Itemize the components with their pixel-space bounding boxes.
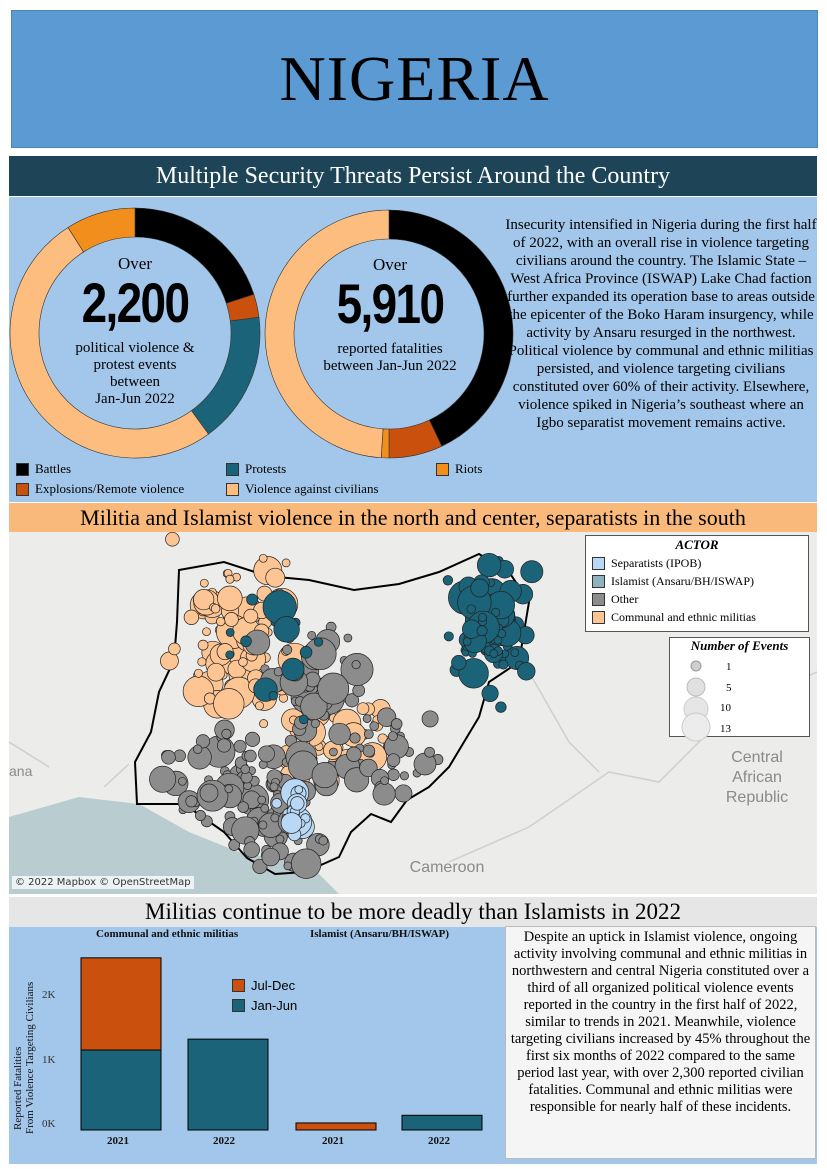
donut-events-caption-4: Jan-Jun 2022 [95, 391, 175, 407]
donut-events-caption-1: political violence & [75, 340, 195, 356]
actor-label-other: Other [611, 592, 639, 606]
bar-legend-swatch-jan-jun [232, 999, 245, 1012]
bar-jul-dec-0[interactable] [81, 958, 161, 1050]
donut-fatalities-caption-2: between Jan-Jun 2022 [323, 358, 457, 374]
donut-fatalities-over: Over [373, 255, 407, 274]
xtick-militias-2022: 2022 [213, 1135, 235, 1147]
bar-legend-jan-jun[interactable] [232, 998, 297, 1013]
legend-label-protests: Protests [245, 461, 287, 476]
map-label-car-1: Central [731, 749, 783, 766]
donut-fatalities-caption-1: reported fatalities [337, 341, 443, 357]
section3-heading: Militias continue to be more deadly than Islamists in 2022 [9, 897, 817, 927]
bar-jan-jun-1[interactable] [188, 1039, 268, 1130]
chart-ylabel-line2: From Violence Targeting Civilians [24, 981, 36, 1134]
chart-ylabel-line1: Reported Fatalities [12, 1046, 24, 1130]
bar-jan-jun-3[interactable] [402, 1115, 482, 1130]
legend-label-battles: Battles [35, 461, 72, 476]
size-label-13: 13 [720, 723, 731, 735]
size-label-5: 5 [726, 682, 732, 694]
actor-legend-title: ACTOR [675, 537, 719, 552]
xtick-islamist-2021: 2021 [322, 1135, 344, 1147]
donut-events-number: 2,200 [81, 271, 189, 334]
map-label-ghana: ana [9, 763, 33, 779]
section2-heading: Militia and Islamist violence in the north and center, separatists in the south [9, 503, 817, 532]
donut-events-caption-3: between [110, 374, 160, 390]
size-label-10: 10 [720, 702, 731, 714]
facet-label-islamist: Islamist (Ansaru/BH/ISWAP) [310, 928, 450, 940]
facet-label-militias: Communal and ethnic militias [96, 928, 239, 940]
map-credit[interactable]: © 2022 Mapbox © OpenStreetMap [12, 876, 194, 889]
legend-label-vac: Violence against civilians [245, 481, 379, 496]
ytick-1k: 1K [42, 1054, 56, 1066]
bar-legend-swatch-jul-dec [232, 979, 245, 992]
donut-events-over: Over [118, 254, 152, 273]
actor-label-separatists: Separatists (IPOB) [611, 556, 702, 570]
bar-legend-label-jul-dec: Jul-Dec [251, 978, 296, 993]
map-label-cameroon: Cameroon [409, 859, 485, 876]
bar-jul-dec-2[interactable] [296, 1123, 376, 1130]
size-legend-title: Number of Events [690, 638, 789, 653]
bar-legend-label-jan-jun: Jan-Jun [251, 998, 298, 1013]
legend-label-riots: Riots [455, 461, 483, 476]
ytick-2k: 2K [42, 989, 56, 1001]
closing-paragraph: Despite an uptick in Islamist violence, ongoing activity involving communal and ethnic militias in northwestern and central Nigeria constituted over a third of all organized political violence events reported in the country in the first half of 2022, similar to trends in 2021. Meanwhile, violence targeting civilians increased by 45% throughout the first six months of 2022 compared to the same period last year, with over 2,300 reported civilian fatalities. Communal and ethnic militias were responsible for nearly half of these incidents. [505, 926, 816, 1159]
bar-jan-jun-0[interactable] [81, 1050, 161, 1130]
ytick-0k: 0K [42, 1118, 56, 1130]
bar-legend-jul-dec[interactable] [232, 978, 295, 993]
size-label-1: 1 [726, 661, 732, 673]
actor-label-militias: Communal and ethnic militias [611, 610, 756, 624]
legend-label-explosions: Explosions/Remote violence [35, 481, 185, 496]
donut-events-caption-2: protest events [93, 357, 177, 373]
intro-paragraph: Insecurity intensified in Nigeria during the first half of 2022, with an overall rise in violence targeting civilians around the country. The Islamic State – West Africa Province (ISWAP) Lake Chad faction further expanded its operation base to areas outside the epicenter of the Boko Haram insurgency, while activity by Ansaru resurged in the northwest. Political violence by communal and ethnic militias persisted, and violence targeting civilians constituted over 60% of their activity. Elsewhere, violence spiked in Nigeria’s southeast where an Igbo separatist movement remains active. [505, 217, 817, 431]
donut-fatalities-number: 5,910 [336, 272, 444, 335]
actor-label-islamist: Islamist (Ansaru/BH/ISWAP) [611, 574, 754, 588]
page-title: NIGERIA [279, 43, 550, 114]
section1-heading: Multiple Security Threats Persist Around the Country [9, 156, 817, 196]
map-label-car-3: Republic [725, 789, 789, 806]
xtick-islamist-2022: 2022 [428, 1135, 450, 1147]
xtick-militias-2021: 2021 [107, 1135, 129, 1147]
map-label-car-2: African [732, 769, 782, 786]
